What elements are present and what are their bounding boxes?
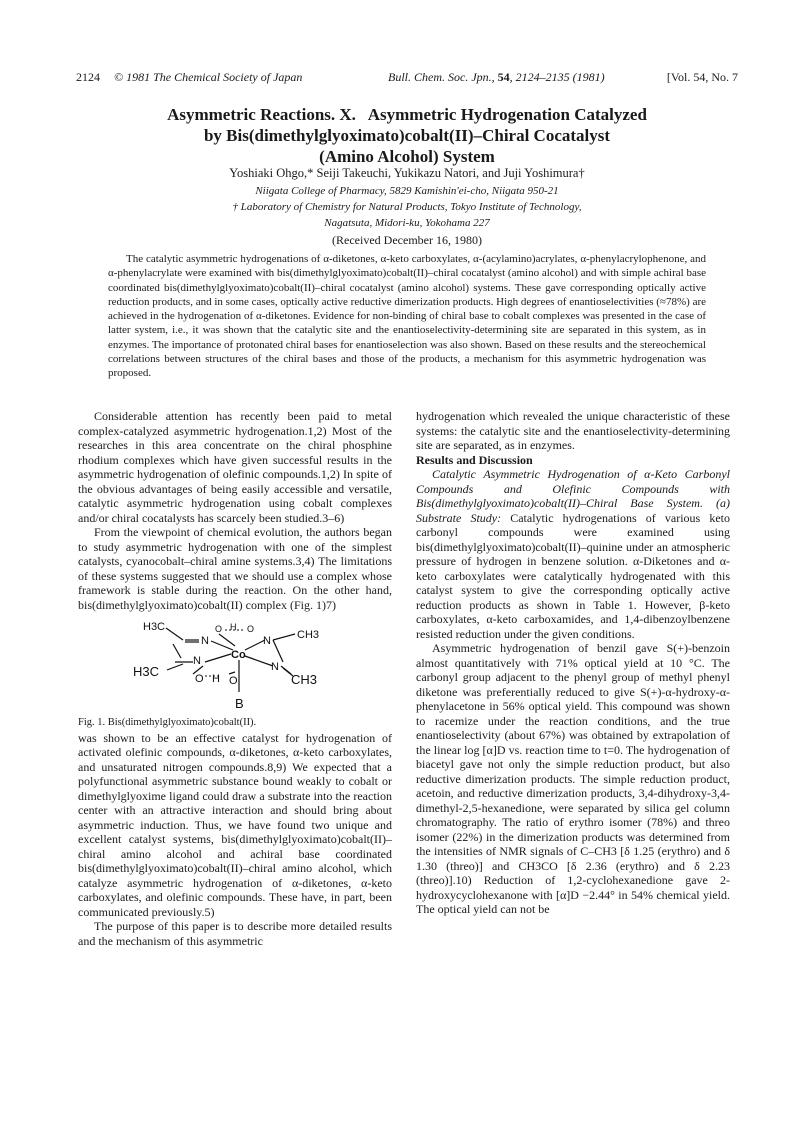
oxygen-label: O bbox=[195, 673, 204, 685]
article-title bbox=[76, 104, 738, 167]
abstract: The catalytic asymmetric hydrogenations of α-diketones, α-keto carboxylates, α-(acylamino)acrylates, α-phenylacrylophenone, and α-phenylacrylate were examined with bis(dimethylglyoximato)cobalt(II)–chiral cocatalyst (amino alcohol) and with simple achiral base coordinated bis(dimethylglyoximato)cobalt(II)–chiral cocatalyst (amino alcohol) systems. These gave corresponding optically active reduction products, and in some cases, optically active reductive dimerization products. High degrees of enantioselectivities (≈78%) are achieved in the hydrogenation of α-diketones. Evidence for non-binding of chiral base to cobalt complexes was presented in the case of latter system, i.e., it was shown that the catalytic site and the enantioselectivity-determining site are separated in this system, as in enzymes. The importance of protonated chiral bases for enantioselection was also shown. Based on these results and the stereochemical correlations between structures of the chiral bases and those of the products, a mechanism for this asymmetric hydrogenation was proposed. bbox=[108, 253, 706, 380]
title-line: by Bis(dimethylglyoximato)cobalt(II)–Chiral Cocatalyst bbox=[203, 126, 611, 145]
affiliation: Niigata College of Pharmacy, 5829 Kamishin'ei-cho, Niigata 950-21 bbox=[255, 185, 559, 197]
paragraph-text: Catalytic hydrogenations of various keto carbonyl compounds were examined using bis(dimethylglyoximato)cobalt(II)–quinine under an atmospheric pressure of hydrogen in benzene solution. α-Diketones and α-keto carboxylates were catalytically hydrogenated with this catalyst system to give the corresponding optically active reduction products as shown in Table 1. However, β-keto carboxylates, α-keto carboxamides, and 1,4-dibenzoylbenzene resisted reduction under the given conditions. bbox=[416, 510, 730, 641]
nitrogen-label: N bbox=[193, 655, 201, 667]
affiliation: Nagatsuta, Midori-ku, Yokohama 227 bbox=[324, 217, 490, 229]
received-date: (Received December 16, 1980) bbox=[332, 233, 482, 247]
title-line: (Amino Alcohol) System bbox=[319, 147, 495, 166]
hydrogen-label: H bbox=[230, 622, 237, 632]
paragraph: The purpose of this paper is to describe more detailed results and the mechanism of this asymmetric bbox=[78, 919, 392, 948]
section-heading: Results and Discussion bbox=[416, 452, 533, 467]
paragraph: Asymmetric hydrogenation of benzil gave S(+)-benzoin almost quantitatively with 71% optical yield at 10 °C. The carbonyl group adjacent to the phenyl group of methyl phenyl diketone was preferentially reduced to give S(+)-α-hydroxy-α-phenylacetone in 56% optical yield. This compound was shown to racemize under the reaction conditions, and the true enantioselectivity (about 67%) was obtained by extrapolation of the linear log [α]D vs. reaction time to t=0. The hydrogenation of biacetyl gave not only the simple reduction product, but also reductive dimerization products. The simple reduction product, acetoin, and reductive dimerization products, 3,4-dihydroxy-3,4-dimethyl-2,5-hexanedione, were separated by silica gel column chromatography. The ratio of erythro isomer (78%) and threo isomer (22%) in the dimerization products was determined from the intensities of NMR signals of C–CH3 [δ 1.25 (erythro) and δ 1.30 (threo)] and CH3CO [δ 2.36 (erythro) and δ 2.23 (threo)].10) Reduction of 1,2-cyclohexanedione gave 2-hydroxycyclohexanone with [α]D −2.44° in 54% chemical yield. The optical yield can not be bbox=[416, 641, 731, 916]
paragraph bbox=[416, 467, 730, 641]
methyl-label: H3C bbox=[143, 621, 166, 633]
left-column bbox=[78, 409, 392, 948]
page-number: 2124 bbox=[76, 70, 100, 84]
affiliation: † Laboratory of Chemistry for Natural Products, Tokyo Institute of Technology, bbox=[232, 201, 582, 213]
right-column bbox=[416, 409, 730, 917]
oxygen-label: O bbox=[247, 624, 255, 634]
oxygen-label: O bbox=[215, 624, 223, 634]
hydrogen-label: H bbox=[212, 673, 220, 685]
oxygen-label: O bbox=[229, 675, 238, 687]
volume-label: [Vol. 54, No. 7 bbox=[666, 70, 738, 84]
paragraph: hydrogenation which revealed the unique characteristic of these systems: the catalytic site and the enantioselectivity-determining site are separated, as in enzymes. bbox=[416, 409, 730, 452]
journal-citation: Bull. Chem. Soc. Jpn., 54, 2124–2135 (1981) bbox=[388, 70, 605, 84]
methyl-label: CH3 bbox=[291, 672, 318, 687]
figure-caption: Fig. 1. Bis(dimethylglyoximato)cobalt(II). bbox=[78, 717, 257, 728]
nitrogen-label: N bbox=[271, 661, 279, 673]
running-header bbox=[76, 70, 738, 88]
paragraph: was shown to be an effective catalyst for hydrogenation of activated olefinic compounds, α-diketones, α-keto carboxylates, and unsaturated nitrogen compounds.8,9) We expected that a polyfunctional asymmetric substance bound weakly to cobalt or dimethylglyoxime ligand could draw a substrate into the reaction center with an attractive interaction and should bring about asymmetric induction. Thus, we have found two unique and excellent catalyst systems, bis(dimethylglyoximato)cobalt(II)–chiral amino alcohol and achiral base coordinated bis(dimethylglyoximato)cobalt(II)–chiral amino alcohol, which catalyze asymmetric hydrogenation of α-diketones, α-keto carboxylates, and olefinic compounds. These have, in part, been communicated previously.5) bbox=[78, 730, 392, 919]
methyl-label: CH3 bbox=[297, 629, 320, 641]
methyl-label: H3C bbox=[133, 664, 160, 679]
authors: Yoshiaki Ohgo,* Seiji Takeuchi, Yukikazu Natori, and Juji Yoshimura† bbox=[229, 166, 585, 180]
copyright: © 1981 The Chemical Society of Japan bbox=[114, 70, 303, 84]
paragraph: From the viewpoint of chemical evolution, the authors began to study asymmetric hydrogenation with one of the simplest catalysts, cyanocobalt–chiral amine systems.3,4) The limitations of these systems suggested that we should use a complex whose framework is stable during the reaction. On the other hand, bis(dimethylglyoximato)cobalt(II) complex (Fig. 1)7) bbox=[78, 525, 392, 612]
subsection-title: Catalytic Asymmetric Hydrogenation of α-Keto Carbonyl Compounds and Olefinic Compounds with Bis(dimethylglyoximato)cobalt(II)–Chiral Base System. bbox=[416, 467, 730, 510]
paragraph: Considerable attention has recently been paid to metal complex-catalyzed asymmetric hydrogenation.1,2) Most of the researches in this area concentrate on the chiral phosphine rhodium complexes which have given successful results in the asymmetric hydrogenation of olefinic compounds.1,2) In spite of the obvious advantages of being easily accessible and versatile, catalytic asymmetric hydrogenation using cobalt complexes and/or chiral cocatalysts has scarcely been studied.3–6) bbox=[78, 409, 392, 525]
cobalt-complex-structure bbox=[133, 618, 343, 714]
figure-1 bbox=[78, 618, 392, 714]
nitrogen-label: N bbox=[201, 635, 209, 647]
cobalt-label: Co bbox=[231, 649, 246, 661]
base-label: B bbox=[235, 696, 244, 711]
title-line: Asymmetric Reactions. X. Asymmetric Hydrogenation Catalyzed bbox=[167, 105, 647, 124]
subsection-label: (a) Substrate Study: bbox=[416, 496, 731, 525]
nitrogen-label: N bbox=[263, 635, 271, 647]
